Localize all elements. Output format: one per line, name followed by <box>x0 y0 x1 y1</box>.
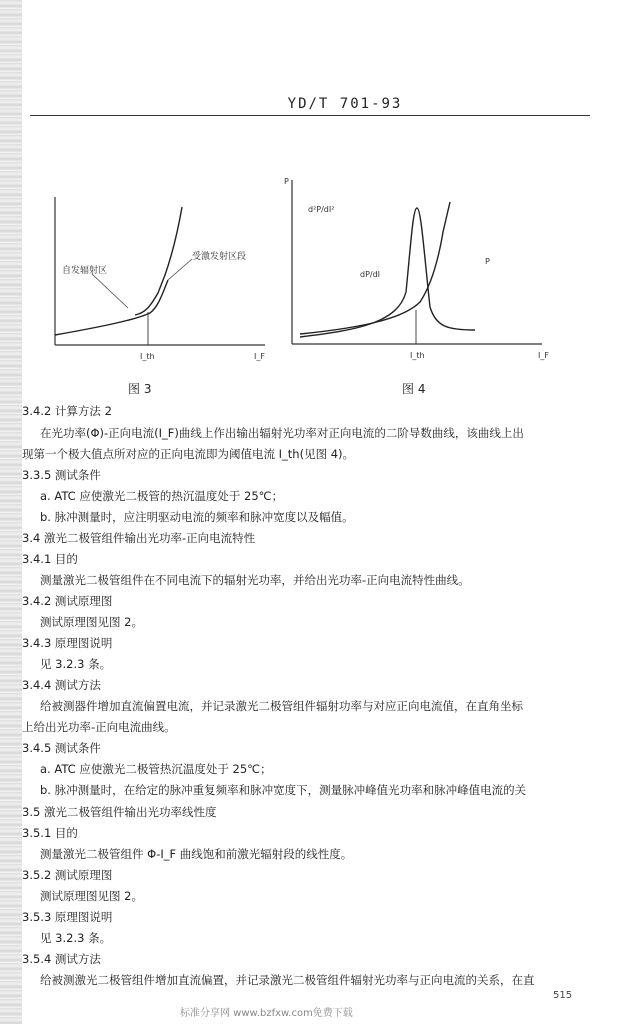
text-line: 3.4.2 计算方法 2 <box>22 404 112 418</box>
text-line: 现第一个极大值点所对应的正向电流即为阈值电流 I_th(见图 4)。 <box>22 447 355 461</box>
figure-3-caption: 图 3 <box>128 382 152 396</box>
page-number: 515 <box>553 990 573 1001</box>
text-line: 3.5.1 目的 <box>22 826 78 840</box>
figure-4-caption: 图 4 <box>402 382 426 396</box>
text-line: 3.5.3 原理图说明 <box>22 910 113 924</box>
text-line: 3.5 激光二极管组件输出光功率线性度 <box>22 805 217 819</box>
fig3-label-spont: 自发辐射区 <box>62 266 108 276</box>
text-line: 测试原理图见图 2。 <box>40 889 143 903</box>
text-line: 3.5.2 测试原理图 <box>22 868 113 882</box>
text-line: 3.4.5 测试条件 <box>22 741 101 755</box>
text-line: 3.5.4 测试方法 <box>22 952 101 966</box>
text-line: 上给出光功率-正向电流曲线。 <box>22 720 176 734</box>
text-line: 3.4.4 测试方法 <box>22 678 101 692</box>
text-line: a. ATC 应使激光二极管的热沉温度处于 25℃； <box>40 489 284 503</box>
text-line: 见 3.2.3 条。 <box>40 657 112 671</box>
text-line: b. 脉冲测量时，在给定的脉冲重复频率和脉冲宽度下，测量脉冲峰值光功率和脉冲峰值电流的关 <box>40 783 527 797</box>
fig4-x-label: I_F <box>538 351 549 360</box>
text-line: 3.4 激光二极管组件输出光功率-正向电流特性 <box>22 531 256 545</box>
text-line: 3.4.3 原理图说明 <box>22 636 113 650</box>
text-line: 测量激光二极管组件 Φ-I_F 曲线饱和前激光辐射段的线性度。 <box>40 847 353 861</box>
fig3-tick-ith: I_th <box>140 352 155 361</box>
text-line: 3.4.1 目的 <box>22 552 78 566</box>
fig4-tick-ith: I_th <box>410 351 425 360</box>
text-line: 测试原理图见图 2。 <box>40 615 143 629</box>
standard-code-header: YD/T 701-93 <box>287 96 403 112</box>
fig4-label-d2: d²P/dI² <box>308 205 335 214</box>
text-line: 3.4.2 测试原理图 <box>22 594 113 608</box>
fig3-label-laser: 受激发射区段 <box>192 252 247 262</box>
text-line: 给被测器件增加直流偏置电流，并记录激光二极管组件辐射功率与对应正向电流值，在直角坐标 <box>40 699 523 713</box>
text-line: 见 3.2.3 条。 <box>40 931 112 945</box>
fig3-x-label: I_F <box>254 352 265 361</box>
text-line: b. 脉冲测量时，应注明驱动电流的频率和脉冲宽度以及幅值。 <box>40 510 354 524</box>
text-line: 给被测激光二极管组件增加直流偏置，并记录激光二极管组件辐射光功率与正向电流的关系，在直 <box>40 973 535 987</box>
fig4-y-label: P <box>284 177 289 186</box>
text-line: a. ATC 应使激光二极管热沉温度处于 25℃； <box>40 762 272 776</box>
text-line: 测量激光二极管组件在不同电流下的辐射光功率，并给出光功率-正向电流特性曲线。 <box>40 573 470 587</box>
text-line: 在光功率(Φ)-正向电流(I_F)曲线上作出输出辐射光功率对正向电流的二阶导数曲线，该曲线上出 <box>40 426 524 440</box>
fig4-label-d1: dP/dI <box>360 270 381 279</box>
fig4-label-p: P <box>485 257 490 266</box>
text-line: 3.3.5 测试条件 <box>22 468 101 482</box>
footer-watermark: 标准分享网 www.bzfxw.com免费下载 <box>180 1008 353 1019</box>
